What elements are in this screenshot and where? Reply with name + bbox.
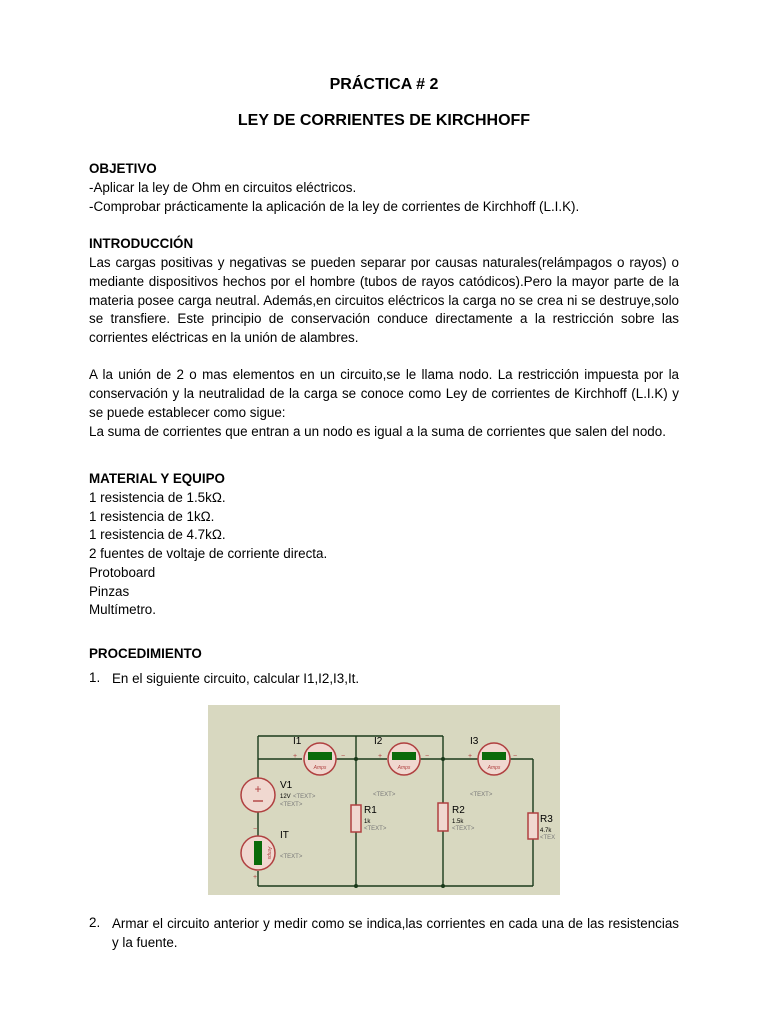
- material-item: 1 resistencia de 1.5kΩ.: [89, 490, 226, 505]
- material-item: 1 resistencia de 4.7kΩ.: [89, 527, 226, 542]
- resistor-text: <TEX: [540, 835, 556, 841]
- objetivo-heading: OBJETIVO: [89, 161, 157, 176]
- svg-text:−: −: [341, 753, 346, 760]
- material-item: Multímetro.: [89, 602, 156, 617]
- ammeter-label-it: IT: [280, 830, 289, 841]
- material-item: Protoboard: [89, 565, 156, 580]
- resistor-r2-icon: [438, 803, 448, 831]
- svg-text:−: −: [253, 826, 258, 833]
- procedimiento-heading: PROCEDIMIENTO: [89, 646, 202, 661]
- ammeter-unit: Amps: [487, 765, 501, 771]
- placeholder-text: <TEXT>: [470, 792, 493, 798]
- svg-text:+: +: [468, 753, 473, 760]
- step-text: Armar el circuito anterior y medir como se indica,las corrientes en cada una de las resistencias y la fuente.: [112, 916, 679, 950]
- resistor-label: R3: [540, 814, 553, 825]
- resistor-r3-icon: [528, 813, 538, 839]
- ammeter-label-i2: I2: [374, 736, 383, 747]
- material-item: 2 fuentes de voltaje de corriente directa.: [89, 546, 328, 561]
- material-item: 1 resistencia de 1kΩ.: [89, 509, 215, 524]
- resistor-text: <TEXT>: [452, 826, 475, 832]
- material-item: Pinzas: [89, 584, 130, 599]
- page-subtitle: LEY DE CORRIENTES DE KIRCHHOFF: [237, 112, 531, 129]
- step-text: En el siguiente circuito, calcular I1,I2,I3,It.: [112, 671, 360, 686]
- introduccion-heading: INTRODUCCIÓN: [89, 236, 194, 251]
- ammeter-label-i3: I3: [470, 736, 479, 747]
- placeholder-text: <TEXT>: [280, 854, 303, 860]
- resistor-label: R1: [364, 805, 377, 816]
- resistor-value: 4.7k: [540, 828, 552, 834]
- ammeter-label-i1: I1: [293, 736, 302, 747]
- svg-text:+: +: [293, 753, 298, 760]
- voltage-source-icon: [241, 778, 275, 812]
- svg-text:+: +: [253, 874, 258, 881]
- step-number: 2.: [89, 915, 101, 930]
- procedure-step-1: [89, 670, 679, 690]
- step-number: 1.: [89, 670, 101, 685]
- resistor-r1-icon: [351, 805, 361, 832]
- introduccion-paragraph-1: Las cargas positivas y negativas se pueden separar por causas naturales(relámpagos o rayos) o mediante dispositivos hechos por el hombre (tubos de rayos catódicos).Pero la mayor parte de la materia posee carga neutral. Además,en circuitos eléctricos la carga no se crea ni se destruye,solo se transfiere. Este principio de conservación conduce directamente a la restricción sobre las corrientes eléctricas en la unión de alambres.: [89, 255, 679, 346]
- ammeter-i3-icon: [478, 743, 510, 775]
- objetivo-line-1: -Aplicar la ley de Ohm en circuitos eléctricos.: [89, 180, 357, 195]
- svg-text:−: −: [425, 753, 430, 760]
- introduccion-paragraph-3: La suma de corrientes que entran a un nodo es igual a la suma de corrientes que salen del nodo.: [89, 424, 666, 439]
- objetivo-line-2: -Comprobar prácticamente la aplicación de la ley de corrientes de Kirchhoff (L.I.K).: [89, 199, 580, 214]
- placeholder-text: <TEXT>: [373, 792, 396, 798]
- resistor-text: <TEXT>: [364, 826, 387, 832]
- ammeter-it-icon: [241, 836, 275, 870]
- ammeter-unit: Amps: [266, 846, 272, 860]
- ammeter-i1-icon: [304, 743, 336, 775]
- ammeter-unit: Amps: [397, 765, 411, 771]
- source-label: V1: [280, 780, 293, 791]
- svg-text:−: −: [513, 753, 518, 760]
- introduccion-paragraph-2: A la unión de 2 o mas elementos en un circuito,se le llama nodo. La restricción impuesta por la conservación y la neutralidad de la carga se conoce como Ley de corrientes de Kirchhoff (L.I.K) y se puede establecer como sigue:: [89, 367, 679, 420]
- resistor-value: 1k: [364, 819, 371, 825]
- circuit-diagram: [208, 705, 560, 895]
- ammeter-unit: Amps: [313, 765, 327, 771]
- resistor-value: 1.5k: [452, 819, 464, 825]
- placeholder-text: <TEXT>: [280, 802, 303, 808]
- page-title: PRÁCTICA # 2: [329, 76, 439, 93]
- svg-text:+: +: [378, 753, 383, 760]
- svg-text:+: +: [254, 782, 262, 796]
- source-value: 12V: [280, 794, 291, 800]
- procedure-step-2: [89, 915, 679, 955]
- ammeter-i2-icon: [388, 743, 420, 775]
- material-heading: MATERIAL Y EQUIPO: [89, 471, 225, 486]
- source-text: <TEXT>: [293, 794, 316, 800]
- resistor-label: R2: [452, 805, 465, 816]
